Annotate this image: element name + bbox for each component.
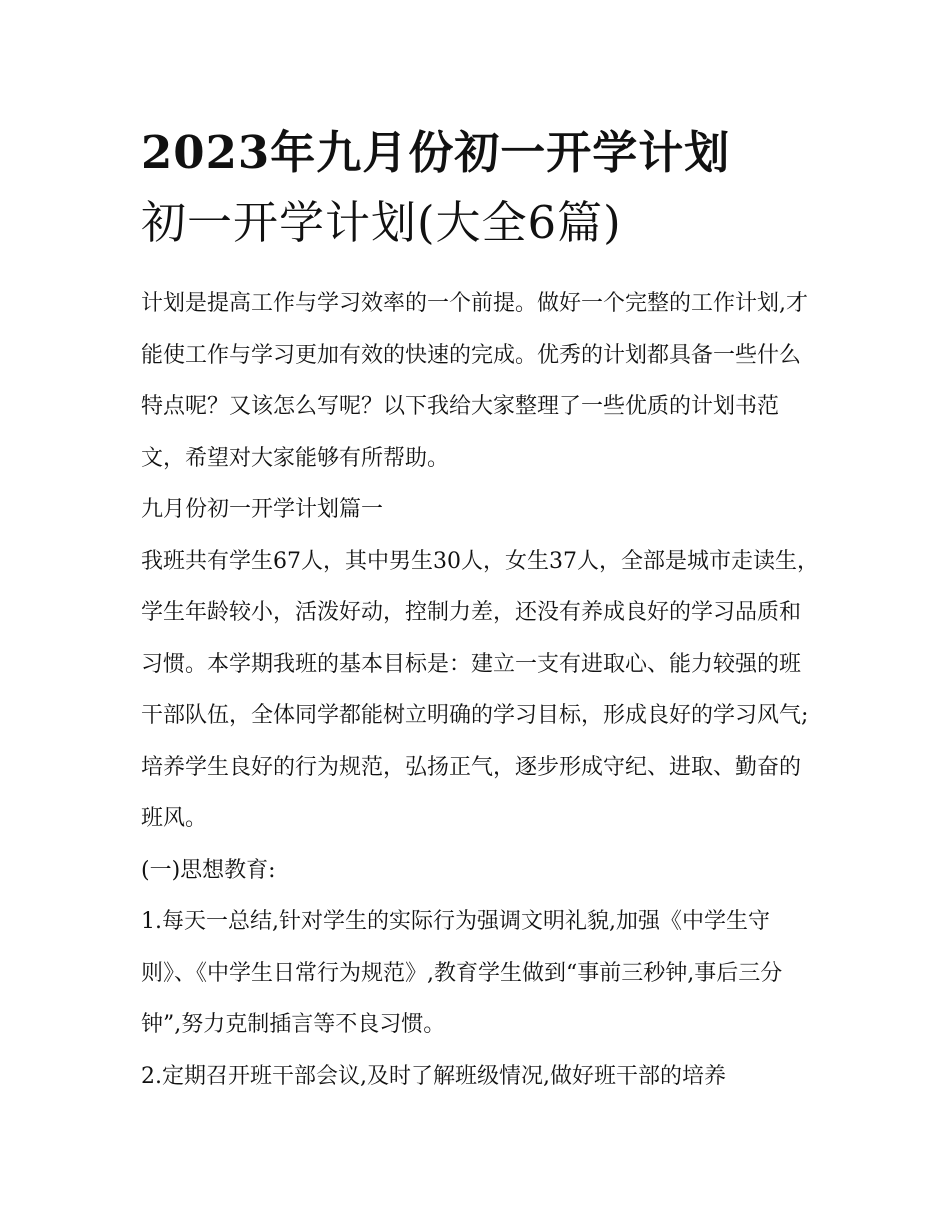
title-line-1: 2023年九月份初一开学计划 [141, 126, 731, 179]
intro-paragraph: 计划是提高工作与学习效率的一个前提。做好一个完整的工作计划,才能使工作与学习更加有效的快速的完成。优秀的计划都具备一些什么特点呢？又该怎么写呢？以下我给大家整理了一些优质的计划书范文，希望对大家能够有所帮助。 [141, 291, 808, 471]
list-item-1: 1.每天一总结,针对学生的实际行为强调文明礼貌,加强《中学生守则》、《中学生日常行为规范》,教育学生做到“事前三秒钟,事后三分钟”,努力克制插言等不良习惯。 [141, 909, 783, 1037]
class-overview-paragraph: 我班共有学生67人，其中男生30人，女生37人，全部是城市走读生，学生年龄较小，活泼好动，控制力差，还没有养成良好的学习品质和习惯。本学期我班的基本目标是：建立一支有进取心、能力较强的班干部队伍，全体同学都能树立明确的学习目标，形成良好的学习风气;培养学生良好的行为规范，弘扬正气，逐步形成守纪、进取、勤奋的班风。 [141, 548, 819, 831]
list-item-2: 2.定期召开班干部会议,及时了解班级情况,做好班干部的培养 [141, 1063, 726, 1089]
document-title [141, 118, 821, 258]
title-line-2: 初一开学计划(大全6篇) [141, 196, 622, 249]
section-heading-plan-1: 九月份初一开学计划篇一 [141, 497, 384, 522]
document-page [141, 118, 821, 1102]
subheading-ideological-education: (一)思想教育: [141, 857, 276, 883]
